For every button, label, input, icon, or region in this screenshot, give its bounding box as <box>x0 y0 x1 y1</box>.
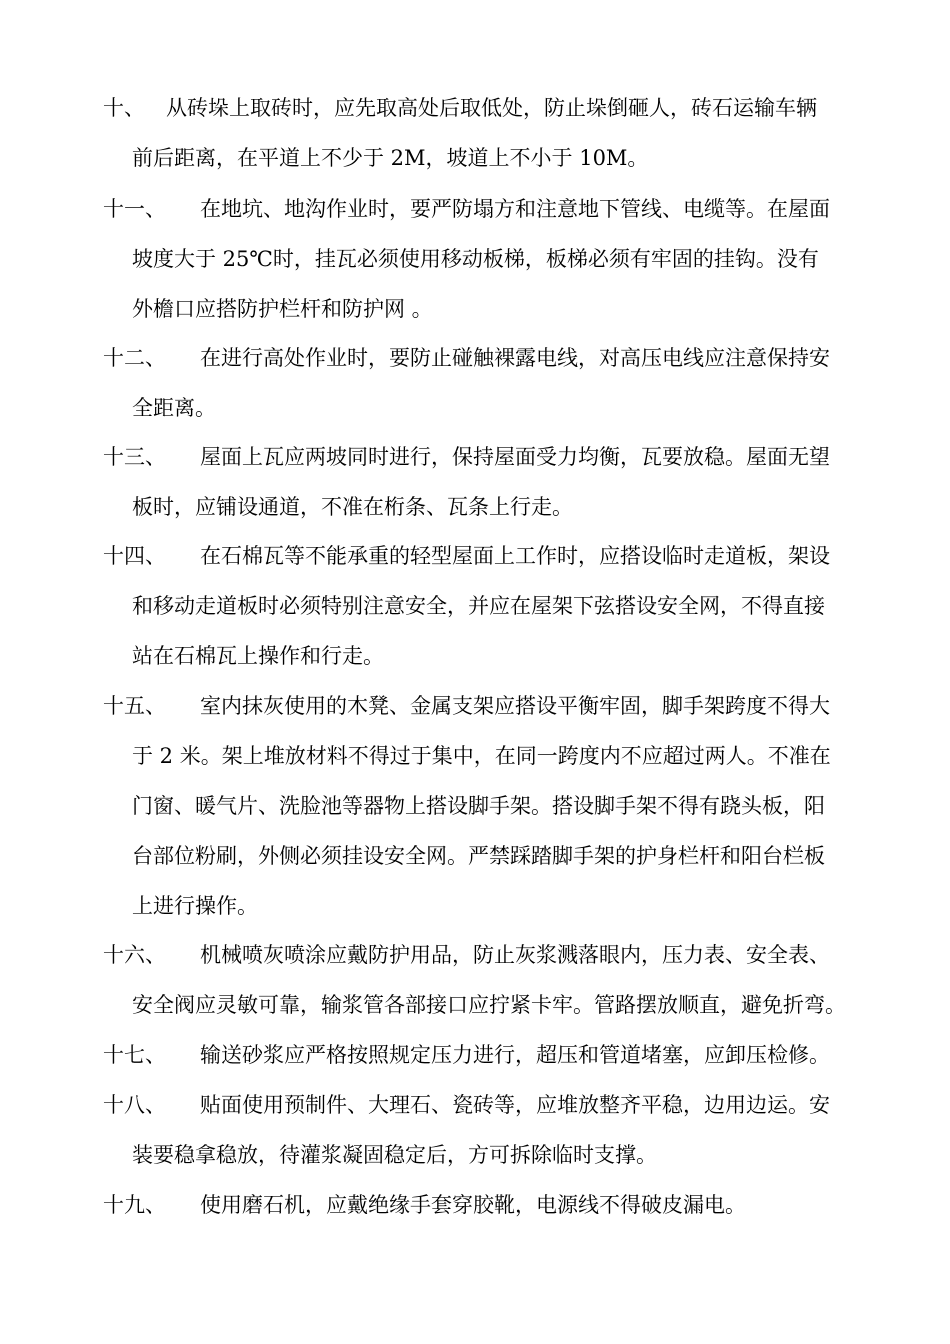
item-line: 在地坑、地沟作业时，要严防塌方和注意地下管线、电缆等。在屋面 <box>200 197 830 221</box>
item-number: 十、 <box>103 96 145 120</box>
item-line: 使用磨石机，应戴绝缘手套穿胶靴，电源线不得破皮漏电。 <box>200 1193 746 1217</box>
item-line: 坡度大于 25℃时，挂瓦必须使用移动板梯，板梯必须有牢固的挂钩。没有 <box>132 247 819 271</box>
list-item <box>103 184 863 334</box>
item-line: 机械喷灰喷涂应戴防护用品，防止灰浆溅落眼内，压力表、安全表、 <box>200 943 830 967</box>
item-number: 十四、 <box>103 544 166 568</box>
item-number: 十九、 <box>103 1193 166 1217</box>
list-item <box>103 333 863 433</box>
item-number: 十五、 <box>103 694 166 718</box>
item-line: 室内抹灰使用的木凳、金属支架应搭设平衡牢固，脚手架跨度不得大 <box>200 694 830 718</box>
item-line: 全距离。 <box>132 396 216 420</box>
item-line: 和移动走道板时必须特别注意安全，并应在屋架下弦搭设安全网，不得直接 <box>132 594 825 618</box>
item-line: 于 2 米。架上堆放材料不得过于集中，在同一跨度内不应超过两人。不准在 <box>132 744 831 768</box>
item-line: 从砖垛上取砖时，应先取高处后取低处，防止垛倒砸人，砖石运输车辆 <box>166 96 817 120</box>
item-line: 台部位粉刷，外侧必须挂设安全网。严禁踩踏脚手架的护身栏杆和阳台栏板 <box>132 844 825 868</box>
item-line: 装要稳拿稳放，待灌浆凝固稳定后，方可拆除临时支撑。 <box>132 1143 657 1167</box>
item-line: 屋面上瓦应两坡同时进行，保持屋面受力均衡，瓦要放稳。屋面无望 <box>200 445 830 469</box>
item-line: 输送砂浆应严格按照规定压力进行，超压和管道堵塞，应卸压检修。 <box>200 1043 830 1067</box>
item-line: 在进行高处作业时，要防止碰触裸露电线，对高压电线应注意保持安 <box>200 346 830 370</box>
item-number: 十七、 <box>103 1043 166 1067</box>
item-line: 上进行操作。 <box>132 894 258 918</box>
item-line: 外檐口应搭防护栏杆和防护网 。 <box>132 297 433 321</box>
list-item <box>103 531 863 681</box>
list-item <box>103 1180 863 1230</box>
item-number: 十一、 <box>103 197 166 221</box>
list-item <box>103 930 863 1030</box>
item-number: 十八、 <box>103 1093 166 1117</box>
item-line: 前后距离，在平道上不少于 2M，坡道上不小于 10M。 <box>132 146 649 170</box>
item-line: 门窗、暖气片、洗脸池等器物上搭设脚手架。搭设脚手架不得有跷头板，阳 <box>132 794 825 818</box>
item-line: 在石棉瓦等不能承重的轻型屋面上工作时，应搭设临时走道板，架设 <box>200 544 830 568</box>
item-number: 十三、 <box>103 445 166 469</box>
list-item <box>103 1080 863 1180</box>
list-item <box>103 432 863 532</box>
item-line: 安全阀应灵敏可靠，输浆管各部接口应拧紧卡牢。管路摆放顺直，避免折弯。 <box>132 993 846 1017</box>
list-item <box>103 1030 863 1080</box>
item-number: 十二、 <box>103 346 166 370</box>
list-item <box>103 83 863 183</box>
item-line: 板时，应铺设通道，不准在桁条、瓦条上行走。 <box>132 495 573 519</box>
item-line: 贴面使用预制件、大理石、瓷砖等，应堆放整齐平稳，边用边运。安 <box>200 1093 830 1117</box>
item-line: 站在石棉瓦上操作和行走。 <box>132 644 384 668</box>
item-number: 十六、 <box>103 943 166 967</box>
list-item <box>103 681 863 931</box>
